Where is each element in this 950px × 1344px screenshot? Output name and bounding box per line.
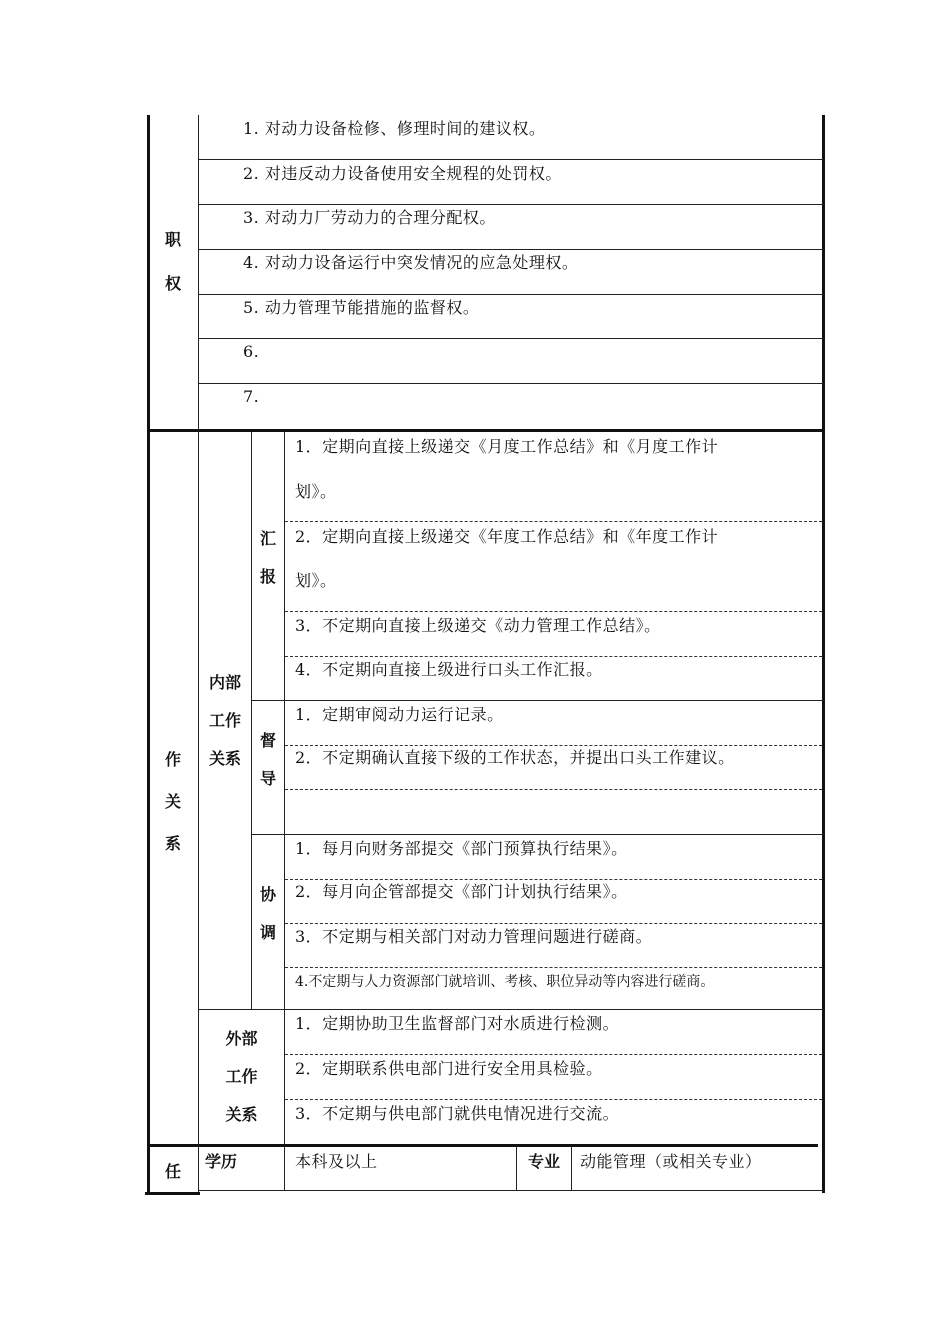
- qualification-label: 任: [164, 1162, 181, 1181]
- authority-item: 3. 对动力厂劳动力的合理分配权。: [243, 208, 496, 227]
- coordinate-item: 4.不定期与人力资源部门就培训、考核、职位异动等内容进行磋商。: [295, 974, 715, 990]
- row-divider: [285, 611, 822, 612]
- authority-item: 7.: [243, 387, 260, 406]
- row-divider: [285, 879, 822, 880]
- supervise-item: 1．定期审阅动力运行记录。: [295, 705, 504, 724]
- report-item: 3．不定期向直接上级递交《动力管理工作总结》。: [295, 616, 661, 635]
- external-relations-label: 外部 工作 关系: [225, 1029, 258, 1124]
- section-divider: [150, 1144, 818, 1147]
- row-divider: [285, 745, 822, 746]
- authority-item: 6.: [243, 342, 260, 361]
- major-value: 动能管理（或相关专业）: [580, 1152, 762, 1171]
- row-divider: [285, 656, 822, 657]
- external-item: 3．不定期与供电部门就供电情况进行交流。: [295, 1104, 620, 1123]
- report-item-cont: 划》。: [295, 482, 337, 501]
- bottom-border: [145, 1192, 200, 1195]
- supervise-label: 督 导: [259, 731, 276, 788]
- row-divider: [198, 204, 823, 205]
- coordinate-item: 3．不定期与相关部门对动力管理问题进行磋商。: [295, 927, 653, 946]
- authority-item: 5. 动力管理节能措施的监督权。: [243, 298, 480, 317]
- authority-label: 职 权: [164, 230, 181, 293]
- report-item-cont: 划》。: [295, 571, 337, 590]
- row-divider: [285, 789, 822, 790]
- row-divider: [285, 1099, 822, 1100]
- block-divider: [251, 834, 823, 835]
- authority-item: 4. 对动力设备运行中突发情况的应急处理权。: [243, 253, 579, 272]
- work-relations-label: 作 关 系: [164, 750, 181, 853]
- authority-item: 1. 对动力设备检修、修理时间的建议权。: [243, 119, 546, 138]
- major-label: 专业: [527, 1152, 560, 1171]
- row-divider: [285, 1054, 822, 1055]
- authority-item: 2. 对违反动力设备使用安全规程的处罚权。: [243, 164, 562, 183]
- block-divider: [251, 700, 823, 701]
- row-divider: [198, 1190, 823, 1191]
- coordinate-item: 1．每月向财务部提交《部门预算执行结果》。: [295, 839, 628, 858]
- report-label: 汇 报: [259, 529, 276, 586]
- supervise-item: 2．不定期确认直接下级的工作状态，并提出口头工作建议。: [295, 748, 735, 767]
- row-divider: [285, 923, 822, 924]
- row-divider: [198, 383, 823, 384]
- right-border: [822, 115, 825, 1193]
- row-divider: [285, 521, 822, 522]
- report-item: 4．不定期向直接上级进行口头工作汇报。: [295, 660, 603, 679]
- block-divider: [198, 1009, 823, 1010]
- row-divider: [198, 338, 823, 339]
- coordinate-item: 2．每月向企管部提交《部门计划执行结果》。: [295, 882, 628, 901]
- content-divider: [284, 432, 285, 1190]
- row-divider: [198, 294, 823, 295]
- row-divider: [198, 159, 823, 160]
- cell-divider: [571, 1146, 572, 1190]
- internal-relations-label: 内部 工作 关系: [208, 673, 241, 768]
- report-item: 1．定期向直接上级递交《月度工作总结》和《月度工作计: [295, 437, 719, 456]
- coordinate-label: 协 调: [259, 885, 276, 942]
- external-item: 1．定期协助卫生监督部门对水质进行检测。: [295, 1014, 620, 1033]
- education-label: 学历: [205, 1152, 238, 1171]
- external-item: 2．定期联系供电部门进行安全用具检验。: [295, 1059, 603, 1078]
- row-divider: [285, 967, 822, 968]
- education-value: 本科及以上: [295, 1152, 378, 1171]
- report-item: 2．定期向直接上级递交《年度工作总结》和《年度工作计: [295, 527, 719, 546]
- row-divider: [198, 249, 823, 250]
